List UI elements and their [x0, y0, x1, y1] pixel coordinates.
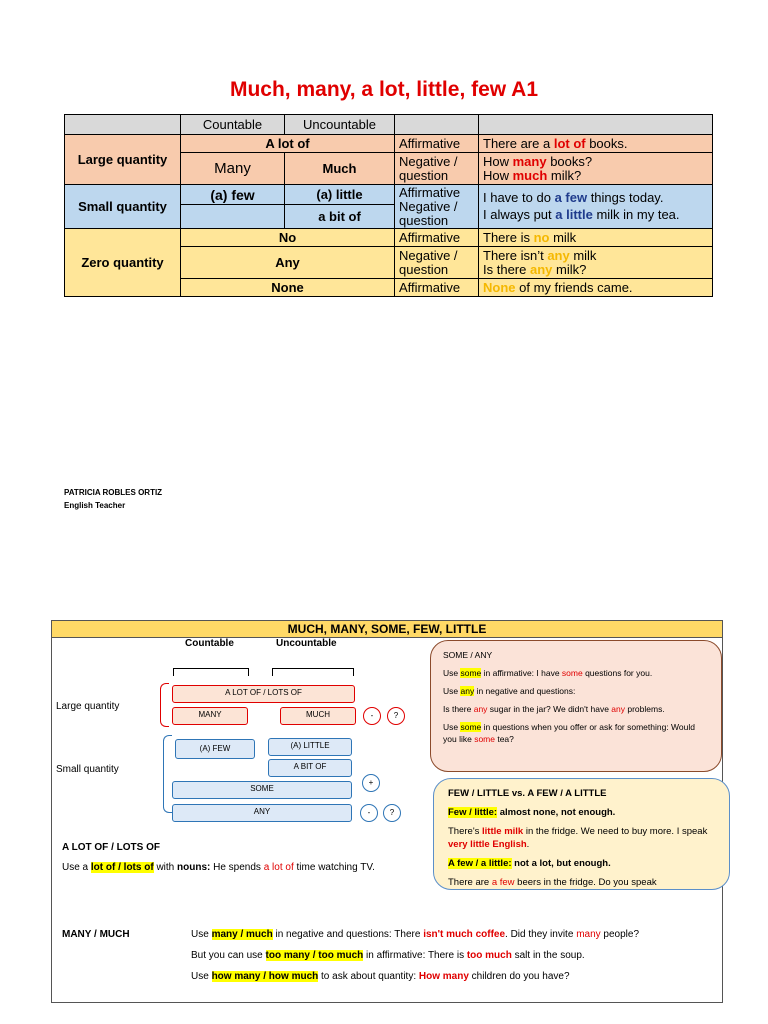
zero-quantity-label: Zero quantity [65, 229, 181, 297]
much-pill: MUCH [280, 707, 356, 725]
a-lot-of-heading: A LOT OF / LOTS OF [62, 842, 160, 853]
many-much-rule-1: Use many / much in negative and questions: There isn't much coffee. Did they invite many people? [191, 929, 640, 940]
author-role: English Teacher [64, 501, 126, 510]
header-countable: Countable [181, 115, 285, 135]
many-much-heading: MANY / MUCH [62, 929, 130, 940]
type-cell: Affirmative [395, 135, 479, 153]
countable-heading: Countable [185, 638, 234, 649]
table-row [65, 135, 713, 153]
small-bracket [163, 735, 172, 813]
plus-circle: + [362, 774, 380, 792]
a-lot-of-rule: Use a lot of / lots of with nouns: He spends a lot of time watching TV. [62, 862, 375, 873]
type-cell: Negative / question [395, 153, 479, 185]
type-cell: Affirmative [395, 279, 479, 297]
no-cell: No [181, 229, 395, 247]
negative-circle: - [363, 707, 381, 725]
some-any-box: SOME / ANY Use some in affirmative: I have some questions for you. Use any in negative and questions: Is there any sugar in the jar? We didn't have any problems. Use some in questions when you offer or ask for something: Would you like some tea? [430, 640, 722, 772]
many-cell: Many [181, 153, 285, 185]
much-cell: Much [285, 153, 395, 185]
few-little-title: FEW / LITTLE vs. A FEW / A LITTLE [448, 788, 607, 799]
many-much-rule-3: Use how many / how much to ask about quantity: How many children do you have? [191, 971, 570, 982]
table-header-row [65, 115, 713, 135]
few-little-box: FEW / LITTLE vs. A FEW / A LITTLE Few / little: almost none, not enough. There's little milk in the fridge. We need to buy more. I speak very little English. A few / a little: not a lot, but enough. There are a few beers in the fridge. Do you speak [433, 778, 730, 890]
little-pill: (A) LITTLE [268, 738, 352, 756]
example-cell: There isn’t any milk Is there any milk? [479, 247, 713, 279]
uncountable-brace [272, 668, 354, 676]
question-circle: ? [387, 707, 405, 725]
a-bit-of-pill: A BIT OF [268, 759, 352, 777]
uncountable-heading: Uncountable [276, 638, 337, 649]
example-cell: None of my friends came. [479, 279, 713, 297]
type-cell: Affirmative [395, 229, 479, 247]
a-lot-of-cell: A lot of [181, 135, 395, 153]
example-cell: There is no milk [479, 229, 713, 247]
header-uncountable: Uncountable [285, 115, 395, 135]
some-any-title: SOME / ANY [443, 650, 493, 660]
table-row [65, 229, 713, 247]
little-cell: (a) little [285, 185, 395, 205]
negative-circle: - [360, 804, 378, 822]
none-cell: None [181, 279, 395, 297]
few-cell: (a) few [181, 185, 285, 205]
author-name: PATRICIA ROBLES ORTIZ [64, 488, 163, 497]
worksheet-title: MUCH, MANY, SOME, FEW, LITTLE [52, 621, 722, 638]
author-block [64, 486, 162, 512]
large-quantity-label: Large quantity [56, 701, 120, 712]
any-pill: ANY [172, 804, 352, 822]
table-row [65, 185, 713, 205]
small-quantity-label: Small quantity [65, 185, 181, 229]
question-circle: ? [383, 804, 401, 822]
example-cell: I have to do a few things today. I always put a little milk in my tea. [479, 185, 713, 229]
a-bit-of-cell: a bit of [285, 205, 395, 229]
type-cell: Negative / question [395, 247, 479, 279]
page-title: Much, many, a lot, little, few A1 [229, 78, 539, 101]
many-much-rule-2: But you can use too many / too much in affirmative: There is too much salt in the soup. [191, 950, 585, 961]
few-pill: (A) FEW [175, 739, 255, 759]
example-cell: How many books? How much milk? [479, 153, 713, 185]
type-cell: Affirmative Negative / question [395, 185, 479, 229]
some-pill: SOME [172, 781, 352, 799]
a-lot-of-pill: A LOT OF / LOTS OF [172, 685, 355, 703]
many-pill: MANY [172, 707, 248, 725]
example-cell: There are a lot of books. [479, 135, 713, 153]
countable-brace [173, 668, 249, 676]
small-quantity-label: Small quantity [56, 764, 119, 775]
large-bracket [160, 683, 169, 727]
quantifier-table [64, 114, 713, 297]
large-quantity-label: Large quantity [65, 135, 181, 185]
any-cell: Any [181, 247, 395, 279]
